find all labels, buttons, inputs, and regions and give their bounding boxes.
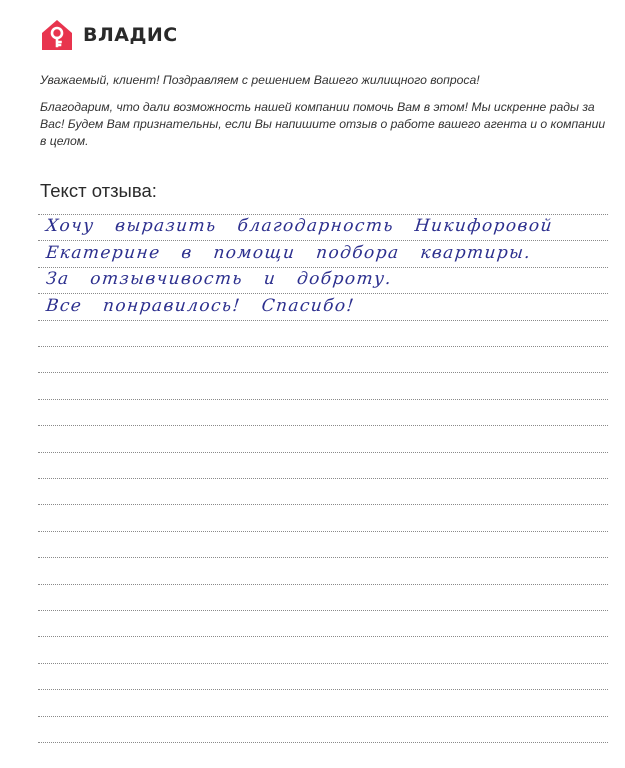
- intro-text: [40, 72, 610, 150]
- house-key-icon: [40, 18, 74, 52]
- writing-line: [38, 214, 608, 215]
- writing-line: [38, 636, 608, 637]
- writing-line: [38, 584, 608, 585]
- writing-line: [38, 320, 608, 321]
- writing-line: [38, 425, 608, 426]
- handwritten-line: Хочу выразить благодарность Никифоровой: [44, 216, 554, 236]
- writing-line: [38, 689, 608, 690]
- writing-line: [38, 478, 608, 479]
- writing-line: [38, 557, 608, 558]
- writing-line: [38, 267, 608, 268]
- review-title: Текст отзыва:: [40, 180, 157, 201]
- writing-line: [38, 610, 608, 611]
- handwritten-line: Екатерине в помощи подбора квартиры.: [44, 243, 533, 263]
- handwritten-line: Все понравилось! Спасибо!: [44, 296, 356, 316]
- writing-line: [38, 716, 608, 717]
- writing-line: [38, 399, 608, 400]
- writing-line: [38, 240, 608, 241]
- thanks-text: Благодарим, что дали возможность нашей компании помочь Вам в этом! Мы искренне рады за Вас! Будем Вам признательны, если Вы напишите отзыв о работе вашего агента и о компании в целом.: [40, 100, 606, 148]
- brand-name: ВЛАДИС: [83, 24, 178, 46]
- writing-line: [38, 531, 608, 532]
- handwritten-line: За отзывчивость и доброту.: [44, 269, 394, 289]
- writing-line: [38, 346, 608, 347]
- writing-line: [38, 452, 608, 453]
- writing-line: [38, 372, 608, 373]
- writing-line: [38, 742, 608, 743]
- writing-line: [38, 293, 608, 294]
- writing-line: [38, 504, 608, 505]
- header: [40, 18, 178, 52]
- writing-line: [38, 663, 608, 664]
- greeting-text: Уважаемый, клиент! Поздравляем с решением Вашего жилищного вопроса!: [40, 73, 480, 87]
